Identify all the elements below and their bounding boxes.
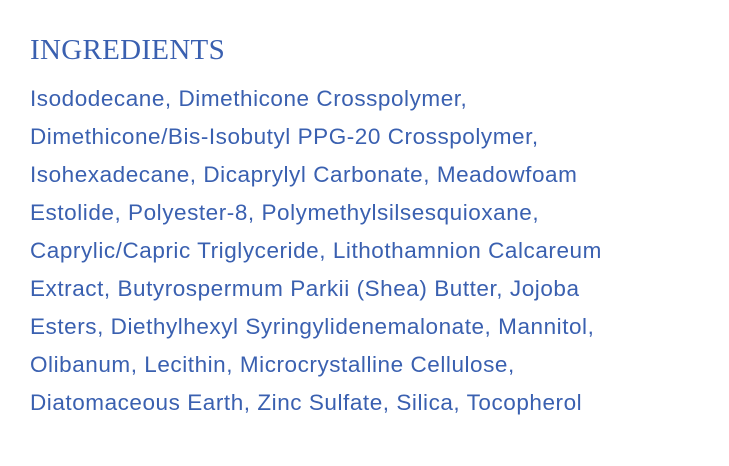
- ingredients-heading: INGREDIENTS: [30, 34, 226, 66]
- ingredient-line: Caprylic/Capric Triglyceride, Lithothamnion Calcareum: [30, 238, 602, 263]
- ingredient-line: Diatomaceous Earth, Zinc Sulfate, Silica, Tocopherol: [30, 390, 583, 415]
- ingredient-line: Isododecane, Dimethicone Crosspolymer,: [30, 86, 468, 111]
- ingredient-line: Estolide, Polyester-8, Polymethylsilsesquioxane,: [30, 200, 540, 225]
- ingredient-line: Extract, Butyrospermum Parkii (Shea) Butter, Jojoba: [30, 276, 580, 301]
- ingredient-line: Esters, Diethylhexyl Syringylidenemalonate, Mannitol,: [30, 314, 595, 339]
- ingredient-list: [30, 80, 720, 422]
- ingredient-line: Isohexadecane, Dicaprylyl Carbonate, Meadowfoam: [30, 162, 578, 187]
- ingredient-line: Dimethicone/Bis-Isobutyl PPG-20 Crosspolymer,: [30, 124, 539, 149]
- ingredient-line: Olibanum, Lecithin, Microcrystalline Cellulose,: [30, 352, 515, 377]
